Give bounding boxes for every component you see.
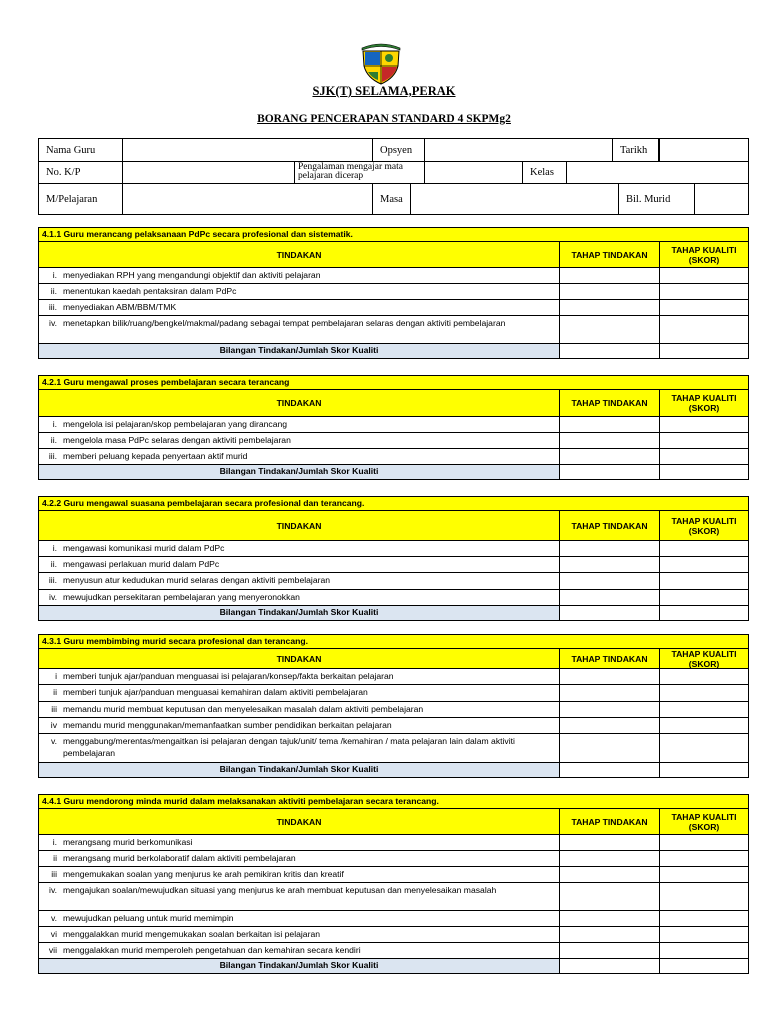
section-4-2-2 [38,496,749,621]
teacher-info-table [38,138,749,215]
item-text: merangsang murid berkolaboratif dalam aktiviti pembelajaran [63,853,296,863]
item-text: mengelola isi pelajaran/skop pembelajaran yang dirancang [63,419,288,429]
item-number: iii. [48,451,57,461]
item-number: i. [52,543,57,553]
item-number: ii. [50,435,57,445]
tahap-kualiti-cell[interactable] [660,284,748,299]
label-no-kp: No. K/P [39,162,123,183]
table-row [39,927,748,943]
section-4-1-1 [38,227,749,359]
header-tindakan: TINDAKAN [39,390,560,416]
table-row [39,417,748,433]
nama-guru-field[interactable] [123,139,373,161]
table-row [39,300,748,316]
summary-label: Bilangan Tindakan/Jumlah Skor Kualiti [39,763,560,777]
masa-field[interactable] [411,184,619,214]
item-text: memberi tunjuk ajar/panduan menguasai kemahiran dalam aktiviti pembelajaran [63,687,368,697]
tahap-tindakan-cell[interactable] [560,883,660,910]
table-row [39,590,748,606]
item-number: iv. [49,318,57,328]
summary-tahap-tindakan[interactable] [560,606,660,620]
table-row [39,541,748,557]
label-nama-guru: Nama Guru [39,139,123,161]
tahap-tindakan-cell[interactable] [560,573,660,589]
tahap-kualiti-cell[interactable] [660,685,748,701]
item-text: menentukan kaedah pentaksiran dalam PdPc [63,286,237,296]
tahap-kualiti-cell[interactable] [660,718,748,733]
header-tahap-kualiti: TAHAP KUALITI (SKOR) [671,244,737,265]
tahap-tindakan-cell[interactable] [560,685,660,701]
tahap-tindakan-cell[interactable] [560,911,660,926]
item-text: mengajukan soalan/mewujudkan situasi yang menjurus ke arah membuat keputusan dan menyelesaikan masalah [63,885,497,895]
summary-label: Bilangan Tindakan/Jumlah Skor Kualiti [39,465,560,479]
item-number: i. [52,270,57,280]
label-pengalaman: Pengalaman mengajar mata pelajaran dicerap [295,162,425,183]
tarikh-field[interactable] [659,139,749,161]
item-number: ii. [50,559,57,569]
section-title: 4.2.1 Guru mengawal proses pembelajaran secara terancang [39,376,748,390]
tahap-tindakan-cell[interactable] [560,284,660,299]
summary-tahap-tindakan[interactable] [560,959,660,973]
tahap-tindakan-cell[interactable] [560,449,660,464]
item-number: v. [50,913,57,923]
label-opsyen: Opsyen [373,139,425,161]
item-text: mewujudkan peluang untuk murid memimpin [63,913,234,923]
item-number: ii [53,853,57,863]
item-number: i. [52,837,57,847]
school-crest-logo [358,42,404,86]
item-text: menggabung/merentas/mengaitkan isi pelajaran dengan tajuk/unit/ tema /kemahiran / mata pelajaran lain dalam aktiviti pembelajaran [63,736,515,758]
section-title: 4.1.1 Guru merancang pelaksanaan PdPc secara profesional dan sistematik. [39,228,748,242]
item-number: iii [51,869,57,879]
summary-label: Bilangan Tindakan/Jumlah Skor Kualiti [39,606,560,620]
item-text: mengawasi komunikasi murid dalam PdPc [63,543,225,553]
section-title: 4.3.1 Guru membimbing murid secara profesional dan terancang. [39,635,748,649]
tahap-tindakan-cell[interactable] [560,433,660,448]
item-number: vi [50,929,57,939]
tahap-tindakan-cell[interactable] [560,590,660,605]
summary-tahap-kualiti[interactable] [660,465,748,479]
tahap-tindakan-cell[interactable] [560,943,660,958]
item-number: ii [53,687,57,697]
item-text: memandu murid membuat keputusan dan menyelesaikan masalah dalam aktiviti pembelajaran [63,704,424,714]
tahap-tindakan-cell[interactable] [560,417,660,432]
item-number: iv [50,720,57,730]
item-number: iv. [49,592,57,602]
header-tahap-tindakan: TAHAP TINDAKAN [560,242,660,267]
item-text: memberi peluang kepada penyertaan aktif murid [63,451,248,461]
tahap-kualiti-cell[interactable] [660,702,748,717]
tahap-kualiti-cell[interactable] [660,734,748,762]
kelas-field[interactable] [567,162,749,183]
tahap-kualiti-cell[interactable] [660,669,748,684]
item-text: mengelola masa PdPc selaras dengan aktiviti pembelajaran [63,435,291,445]
summary-row [39,959,748,973]
table-row [39,433,748,449]
item-text: mengemukakan soalan yang menjurus ke arah pemikiran kritis dan kreatif [63,869,344,879]
tahap-kualiti-cell[interactable] [660,557,748,572]
header-tahap-tindakan: TAHAP TINDAKAN [560,809,660,834]
header-tahap-kualiti: TAHAP KUALITI (SKOR) [671,515,737,536]
item-number: iii [51,704,57,714]
header-tindakan: TINDAKAN [39,649,560,668]
table-row [39,851,748,867]
tahap-tindakan-cell[interactable] [560,867,660,882]
summary-row [39,465,748,479]
table-row [39,734,748,763]
table-row [39,268,748,284]
summary-tahap-kualiti[interactable] [660,763,748,777]
summary-tahap-kualiti[interactable] [660,606,748,620]
section-4-3-1 [38,634,749,778]
no-kp-field[interactable] [123,162,295,183]
header-tindakan: TINDAKAN [39,511,560,540]
header-tahap-tindakan: TAHAP TINDAKAN [560,390,660,416]
label-bil-murid: Bil. Murid [619,184,695,214]
mata-pelajaran-field[interactable] [123,184,373,214]
header-tahap-tindakan: TAHAP TINDAKAN [560,649,660,668]
item-number: vii [48,945,57,955]
summary-tahap-kualiti[interactable] [660,959,748,973]
tahap-kualiti-cell[interactable] [660,300,748,315]
tahap-kualiti-cell[interactable] [660,851,748,866]
tahap-kualiti-cell[interactable] [660,417,748,432]
item-text: menetapkan bilik/ruang/bengkel/makmal/padang sebagai tempat pembelajaran selaras dengan aktiviti pembelajaran [63,318,506,328]
table-row [39,557,748,573]
label-kelas: Kelas [523,162,567,183]
item-text: menggalakkan murid mengemukakan soalan berkaitan isi pelajaran [63,929,321,939]
tahap-kualiti-cell[interactable] [660,911,748,926]
item-number: i [55,671,57,681]
tahap-tindakan-cell[interactable] [560,316,660,343]
table-row [39,573,748,590]
section-4-4-1 [38,794,749,974]
item-text: merangsang murid berkomunikasi [63,837,193,847]
school-name: SJK(T) SELAMA,PERAK [312,84,456,98]
item-text: menggalakkan murid memperoleh pengetahuan dan kemahiran secara kendiri [63,945,361,955]
tahap-kualiti-cell[interactable] [660,541,748,556]
table-row [39,284,748,300]
header-tindakan: TINDAKAN [39,809,560,834]
tahap-tindakan-cell[interactable] [560,268,660,283]
summary-label: Bilangan Tindakan/Jumlah Skor Kualiti [39,344,560,358]
label-tarikh: Tarikh [613,139,659,161]
summary-row [39,763,748,777]
table-row [39,702,748,718]
table-row [39,835,748,851]
header-tahap-tindakan: TAHAP TINDAKAN [560,511,660,540]
pengalaman-field[interactable] [425,162,523,183]
tahap-tindakan-cell[interactable] [560,300,660,315]
tahap-tindakan-cell[interactable] [560,835,660,850]
header-tahap-kualiti: TAHAP KUALITI (SKOR) [671,648,737,669]
item-number: iv. [49,885,57,895]
summary-label: Bilangan Tindakan/Jumlah Skor Kualiti [39,959,560,973]
tahap-kualiti-cell[interactable] [660,590,748,605]
tahap-tindakan-cell[interactable] [560,557,660,572]
tahap-tindakan-cell[interactable] [560,702,660,717]
item-number: iii. [48,302,57,312]
table-row [39,943,748,959]
bil-murid-field[interactable] [695,184,749,214]
tahap-kualiti-cell[interactable] [660,449,748,464]
table-row [39,718,748,734]
tahap-kualiti-cell[interactable] [660,927,748,942]
form-title: BORANG PENCERAPAN STANDARD 4 SKPMg2 [257,113,511,125]
summary-tahap-tindakan[interactable] [560,763,660,777]
item-text: menyediakan ABM/BBM/TMK [63,302,177,312]
header-tahap-kualiti: TAHAP KUALITI (SKOR) [671,393,737,413]
label-mata-pelajaran: M/Pelajaran [39,184,123,214]
table-row [39,669,748,685]
item-text: menyusun atur kedudukan murid selaras dengan aktiviti pembelajaran [63,575,331,585]
tahap-tindakan-cell[interactable] [560,927,660,942]
tahap-tindakan-cell[interactable] [560,851,660,866]
item-number: ii. [50,286,57,296]
tahap-kualiti-cell[interactable] [660,433,748,448]
tahap-kualiti-cell[interactable] [660,316,748,343]
summary-tahap-kualiti[interactable] [660,344,748,358]
tahap-kualiti-cell[interactable] [660,835,748,850]
summary-row [39,606,748,620]
item-number: i. [52,419,57,429]
tahap-tindakan-cell[interactable] [560,669,660,684]
summary-tahap-tindakan[interactable] [560,465,660,479]
item-number: iii. [48,575,57,585]
label-masa: Masa [373,184,411,214]
tahap-kualiti-cell[interactable] [660,943,748,958]
item-text: mengawasi perlakuan murid dalam PdPc [63,559,220,569]
table-row [39,867,748,883]
tahap-tindakan-cell[interactable] [560,718,660,733]
tahap-kualiti-cell[interactable] [660,268,748,283]
tahap-kualiti-cell[interactable] [660,867,748,882]
tahap-tindakan-cell[interactable] [560,734,660,762]
summary-tahap-tindakan[interactable] [560,344,660,358]
summary-row [39,344,748,358]
table-row [39,316,748,344]
table-row [39,883,748,911]
section-title: 4.2.2 Guru mengawal suasana pembelajaran secara profesional dan terancang. [39,497,748,511]
section-title: 4.4.1 Guru mendorong minda murid dalam melaksanakan aktiviti pembelajaran secara terancang. [39,795,748,809]
section-4-2-1 [38,375,749,480]
opsyen-field[interactable] [425,139,613,161]
table-row [39,685,748,702]
header-tahap-kualiti: TAHAP KUALITI (SKOR) [671,811,737,832]
item-text: mewujudkan persekitaran pembelajaran yang menyeronokkan [63,592,300,602]
table-row [39,911,748,927]
item-text: memberi tunjuk ajar/panduan menguasai isi pelajaran/konsep/fakta berkaitan pelajaran [63,671,394,681]
item-text: menyediakan RPH yang mengandungi objektif dan aktiviti pelajaran [63,270,321,280]
tahap-tindakan-cell[interactable] [560,541,660,556]
header-tindakan: TINDAKAN [39,242,560,267]
tahap-kualiti-cell[interactable] [660,883,748,910]
table-row [39,449,748,465]
tahap-kualiti-cell[interactable] [660,573,748,589]
item-number: v. [50,736,57,746]
item-text: memandu murid menggunakan/memanfaatkan sumber pendidikan berkaitan pelajaran [63,720,392,730]
